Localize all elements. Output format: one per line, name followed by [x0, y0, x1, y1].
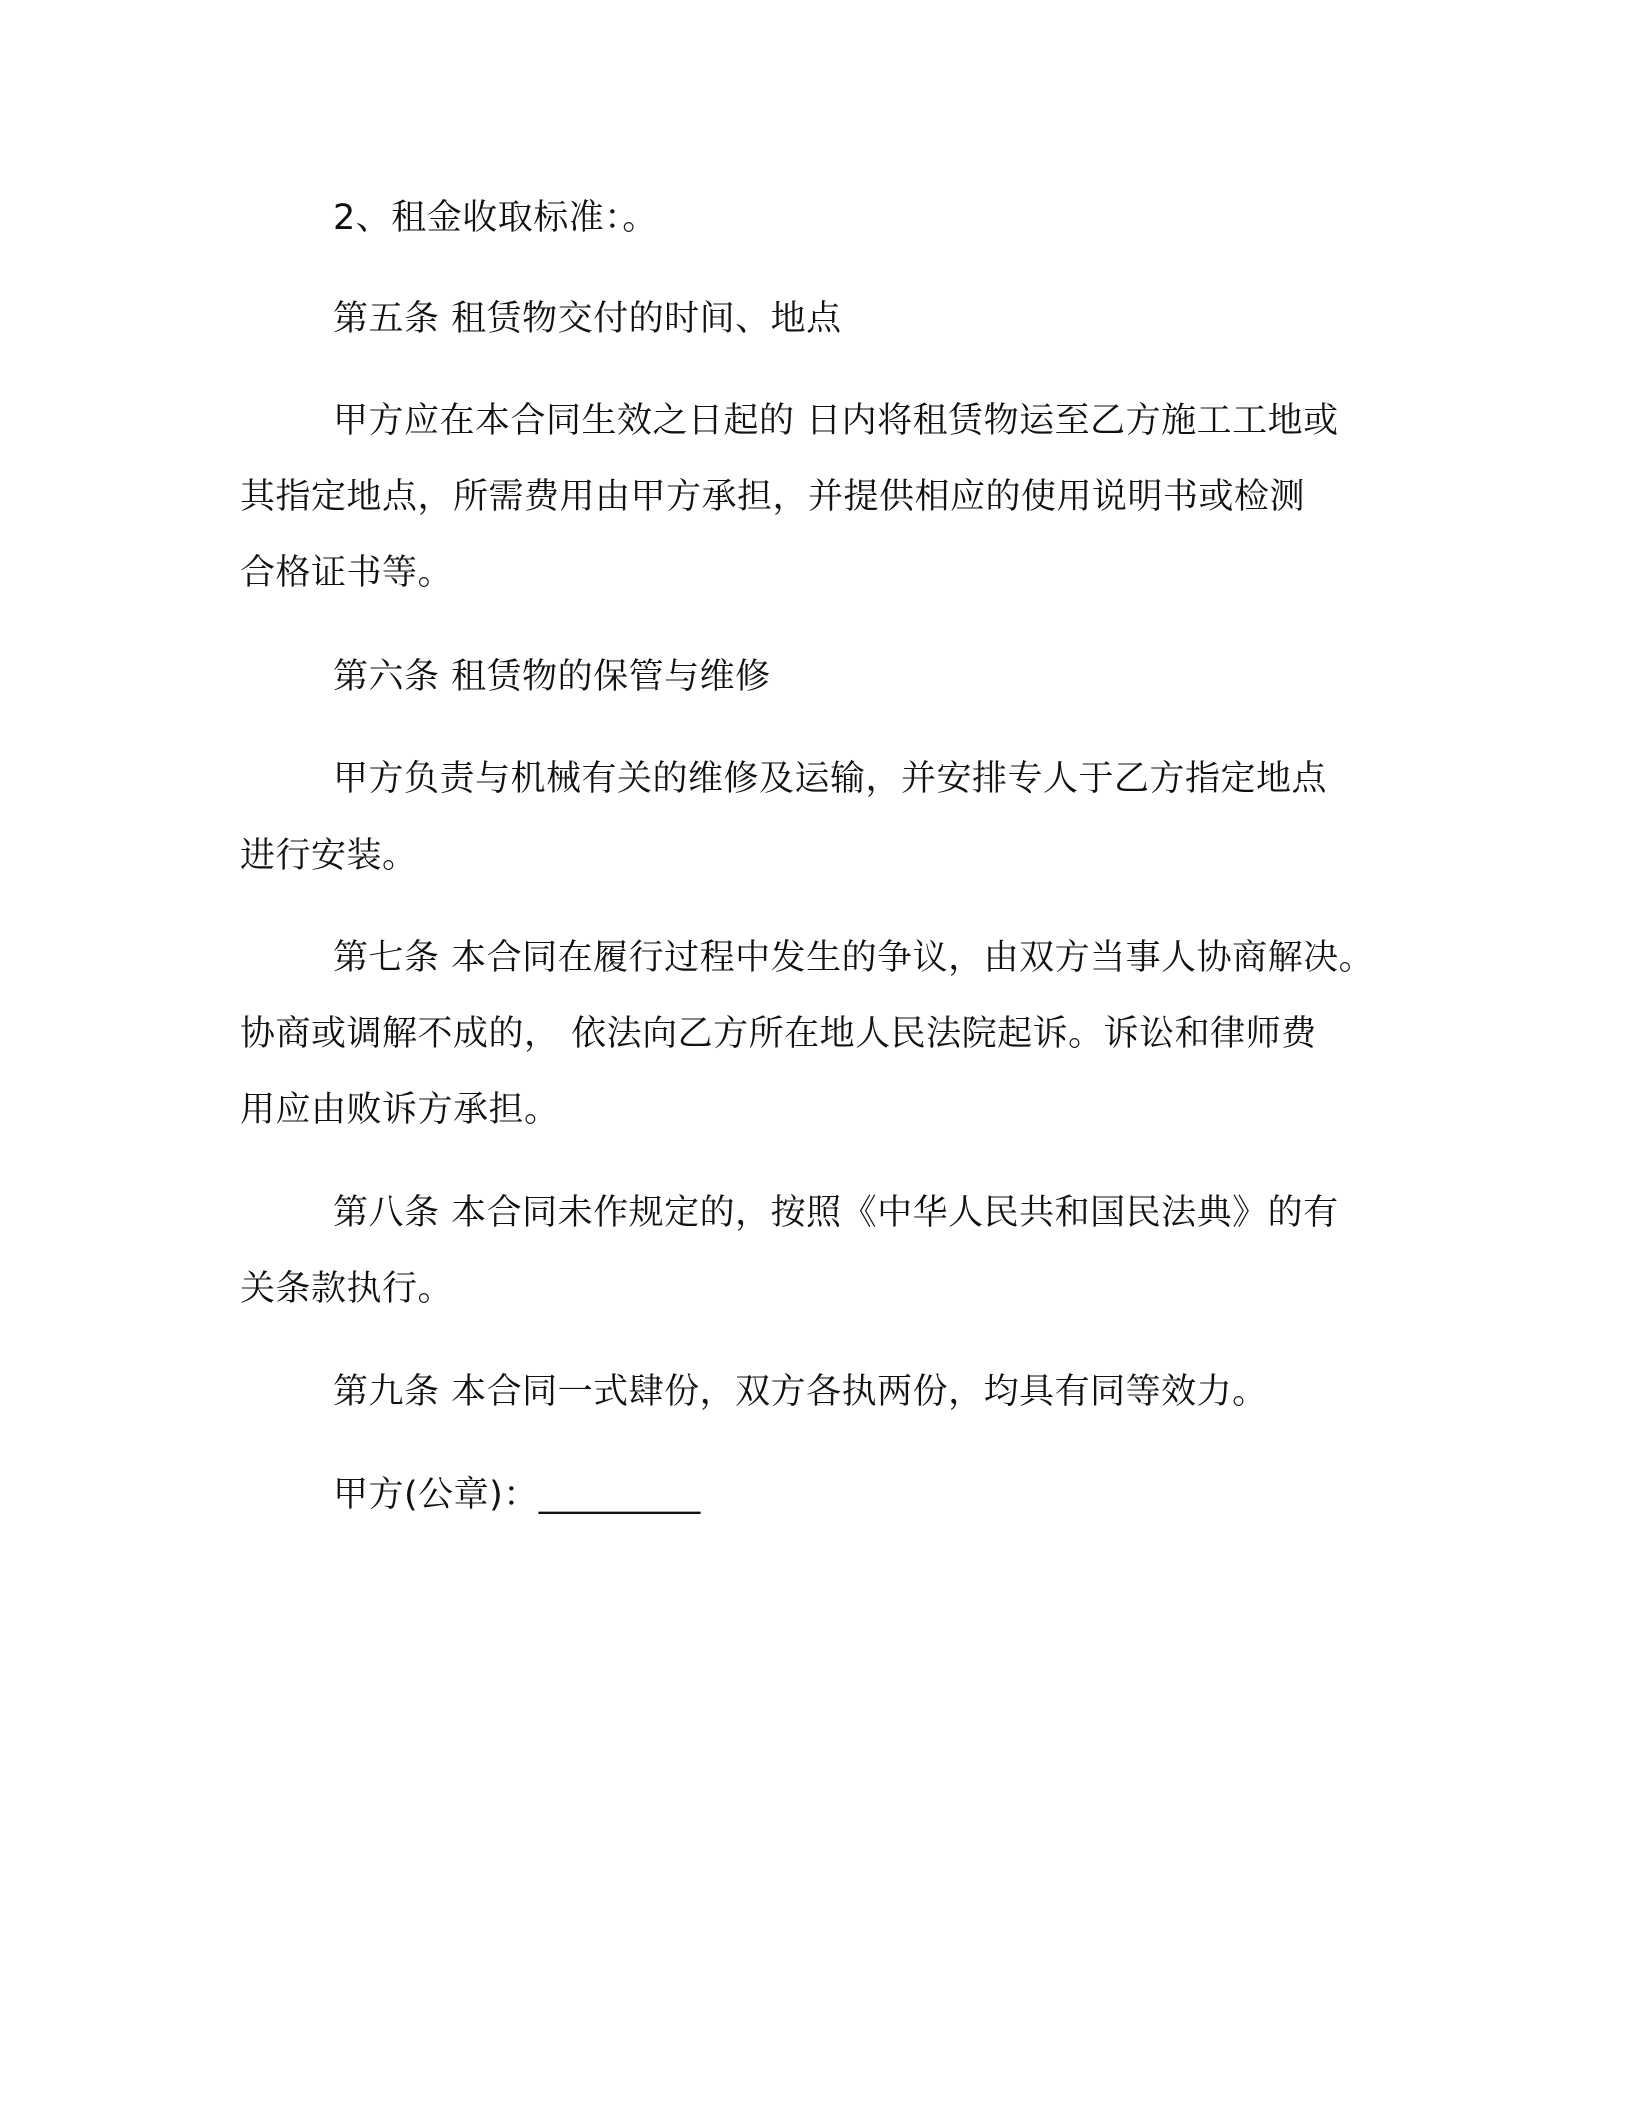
party-a-seal-line: 甲方(公章)：_________: [333, 1475, 701, 1515]
article-7-text-line-3: 用应由败诉方承担。: [240, 1090, 560, 1130]
article-8-text-line-1: 第八条 本合同未作规定的，按照《中华人民共和国民法典》的有: [333, 1193, 1339, 1233]
article-5-text-line-2: 其指定地点，所需费用由甲方承担，并提供相应的使用说明书或检测: [240, 477, 1306, 517]
article-7-text-line-2: 协商或调解不成的， 依法向乙方所在地人民法院起诉。诉讼和律师费: [240, 1014, 1317, 1054]
article-8-text-line-2: 关条款执行。: [240, 1269, 454, 1309]
article-5-heading: 第五条 租赁物交付的时间、地点: [333, 299, 842, 339]
article-5-text-line-1: 甲方应在本合同生效之日起的 日内将租赁物运至乙方施工工地或: [333, 401, 1339, 441]
article-7-text-line-1: 第七条 本合同在履行过程中发生的争议，由双方当事人协商解决。: [333, 938, 1375, 978]
article-6-heading: 第六条 租赁物的保管与维修: [333, 657, 771, 697]
rent-standard-line: 2、租金收取标准：。: [333, 198, 658, 238]
article-5-text-line-3: 合格证书等。: [240, 553, 454, 593]
article-6-text-line-2: 进行安装。: [240, 836, 418, 876]
article-6-text-line-1: 甲方负责与机械有关的维修及运输，并安排专人于乙方指定地点: [333, 759, 1328, 799]
article-9-text: 第九条 本合同一式肆份，双方各执两份，均具有同等效力。: [333, 1372, 1268, 1412]
